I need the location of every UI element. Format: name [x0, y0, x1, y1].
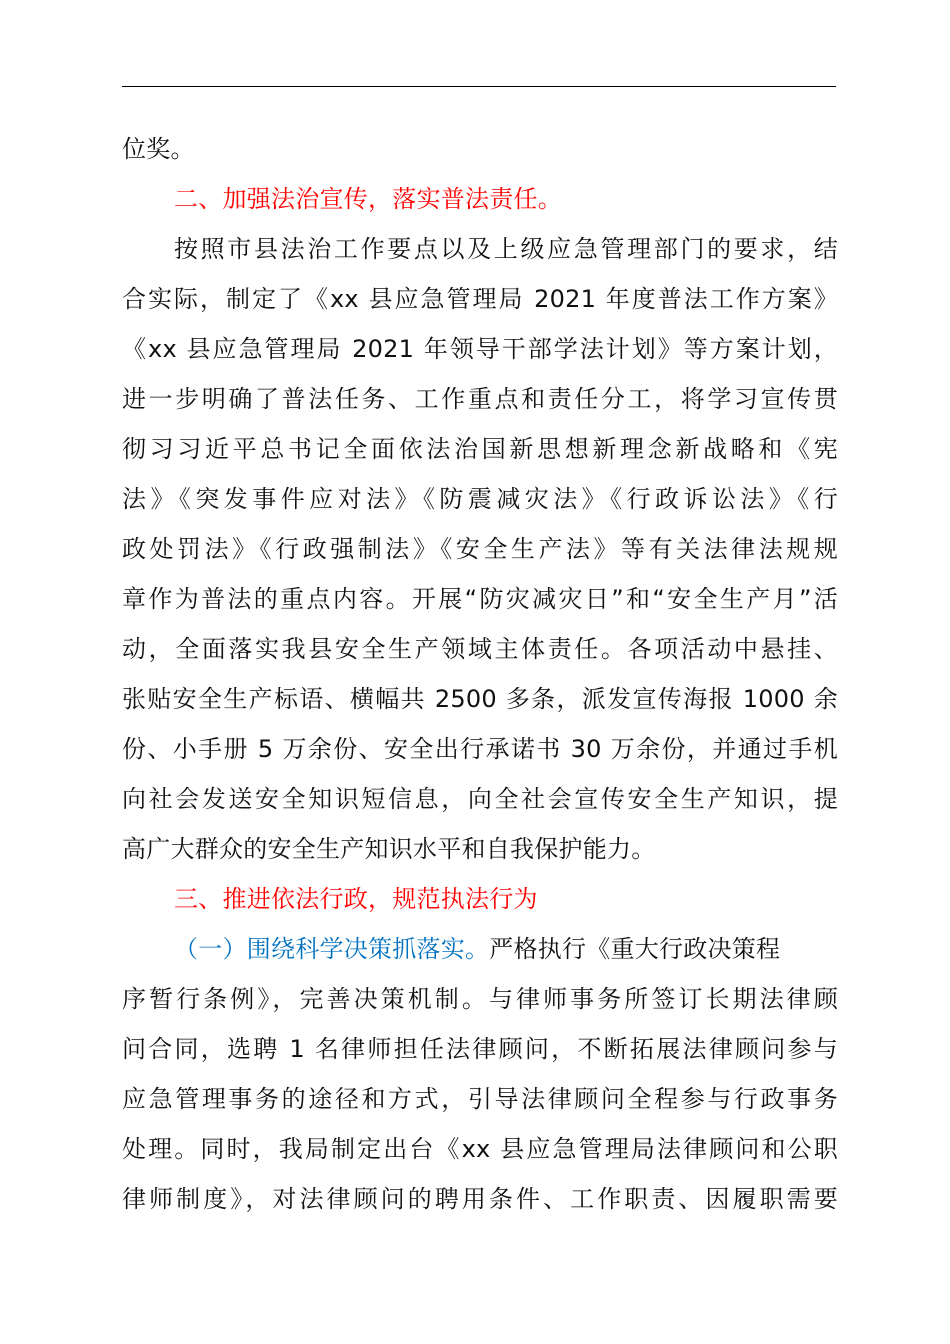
- header-rule: [122, 86, 836, 87]
- body-text-line: 政处罚法》《行政强制法》《安全生产法》等有关法律法规规: [122, 535, 838, 563]
- body-text-line: 处理。同时，我局制定出台《xx 县应急管理局法律顾问和公职: [122, 1135, 838, 1163]
- body-text-line: 法》《突发事件应对法》《防震减灾法》《行政诉讼法》《行: [122, 485, 838, 513]
- body-text-line: 问合同，选聘 1 名律师担任法律顾问，不断拓展法律顾问参与: [122, 1035, 838, 1063]
- section-heading-2: 二、加强法治宣传，落实普法责任。: [174, 185, 562, 213]
- body-text-line: 进一步明确了普法任务、工作重点和责任分工，将学习宣传贯: [122, 385, 838, 413]
- subsection-line: [174, 924, 838, 974]
- body-text-line: 合实际，制定了《xx 县应急管理局 2021 年度普法工作方案》: [122, 285, 838, 313]
- body-text-line: 张贴安全生产标语、横幅共 2500 多条，派发宣传海报 1000 余: [122, 685, 838, 713]
- body-text-run: 严格执行《重大行政决策程: [489, 935, 781, 963]
- body-text-line: 序暂行条例》，完善决策机制。与律师事务所签订长期法律顾: [122, 985, 838, 1013]
- body-text-line: 《xx 县应急管理局 2021 年领导干部学法计划》等方案计划，: [122, 335, 838, 363]
- body-text-line: 高广大群众的安全生产知识水平和自我保护能力。: [122, 835, 656, 863]
- body-text-line: 彻习习近平总书记全面依法治国新思想新理念新战略和《宪: [122, 435, 838, 463]
- body-text-line: 应急管理事务的途径和方式，引导法律顾问全程参与行政事务: [122, 1085, 838, 1113]
- body-text-line: 份、小手册 5 万余份、安全出行承诺书 30 万余份，并通过手机: [122, 735, 838, 763]
- section-heading-3: 三、推进依法行政，规范执法行为: [174, 885, 538, 913]
- subsection-heading: （一）围绕科学决策抓落实。: [174, 935, 490, 963]
- body-text-line: 向社会发送安全知识短信息，向全社会宣传安全生产知识，提: [122, 785, 838, 813]
- body-text-line: 动，全面落实我县安全生产领域主体责任。各项活动中悬挂、: [122, 635, 838, 663]
- body-text-line: 按照市县法治工作要点以及上级应急管理部门的要求，结: [174, 235, 838, 263]
- body-text-line: 位奖。: [122, 135, 195, 163]
- body-text-line: 章作为普法的重点内容。开展“防灾减灾日”和“安全生产月”活: [122, 585, 838, 613]
- body-text-line: 律师制度》，对法律顾问的聘用条件、工作职责、因履职需要: [122, 1185, 838, 1213]
